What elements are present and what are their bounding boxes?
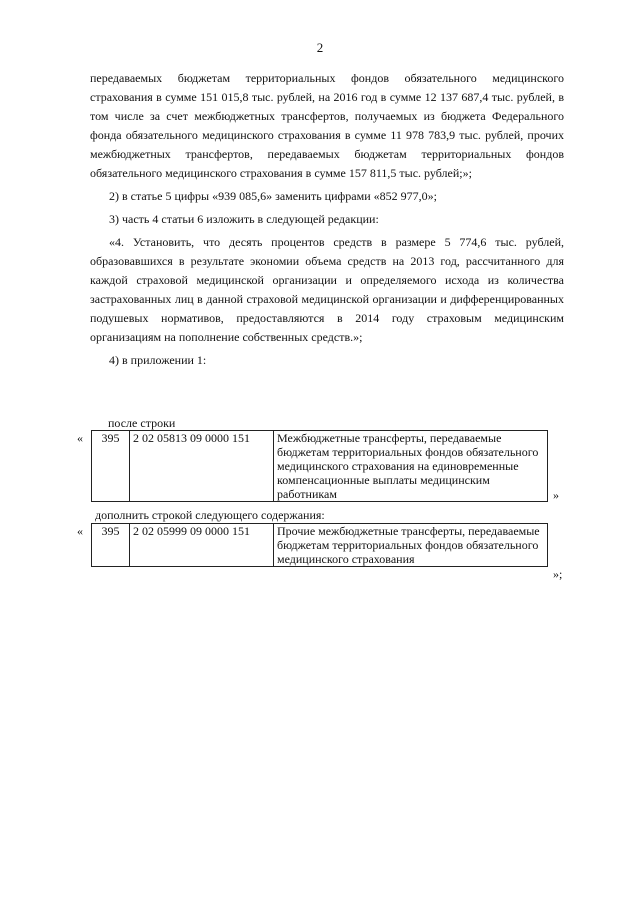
- budget-code-cell: 2 02 05813 09 0000 151: [130, 431, 274, 502]
- paragraph-item-2: 2) в статье 5 цифры «939 085,6» заменить цифрами «852 977,0»;: [109, 189, 437, 203]
- admin-code-cell: 395: [92, 431, 130, 502]
- paragraph-continuation: передаваемых бюджетам территориальных фондов обязательного медицинского страхования в сумме 151 015,8 тыс. рублей, на 2016 год в сумме 12 137 687,4 тыс. рублей, в том числе за счет межбюджетных трансфертов, получаемых из бюджета Федерального фонда обязательного медицинского страхования в сумме 11 978 783,9 тыс. рублей, прочих межбюджетных трансфертов, передаваемых бюджетам территориальных фондов обязательного медицинского страхования в сумме 157 811,5 тыс. рублей;»;: [90, 71, 564, 180]
- income-name-cell: Прочие межбюджетные трансферты, передаваемые бюджетам территориальных фондов обязательного медицинского страхования: [274, 524, 548, 567]
- open-quote-first: «: [77, 431, 83, 445]
- table-row: [92, 524, 548, 567]
- after-row-label: после строки: [108, 416, 176, 430]
- income-name-cell: Межбюджетные трансферты, передаваемые бюджетам территориальных фондов обязательного медицинского страхования на единовременные компенсационные выплаты медицинским работникам: [274, 431, 548, 502]
- add-row-label: дополнить строкой следующего содержания:: [95, 508, 325, 522]
- budget-code-cell: 2 02 05999 09 0000 151: [130, 524, 274, 567]
- appendix-row-table-first: [91, 430, 548, 502]
- paragraph-quoted-part-4: «4. Установить, что десять процентов средств в размере 5 774,6 тыс. рублей, образовавшихся в результате экономии объема средств на 2013 год, рассчитанного для каждой страховой медицинской организации и определяемого исхода из количества застрахованных лиц в данной страховой медицинской организации и дифференцированных подушевых нормативов, предоставляются в 2014 году страховым медицинским организациям на пополнение собственных средств.»;: [90, 235, 564, 344]
- admin-code-cell: 395: [92, 524, 130, 567]
- table-row: [92, 431, 548, 502]
- document-body: [90, 69, 564, 370]
- page-number: 2: [316, 40, 324, 55]
- open-quote-second: «: [77, 524, 83, 538]
- paragraph-item-4: 4) в приложении 1:: [109, 353, 207, 367]
- close-quote-second: »;: [553, 567, 563, 581]
- close-quote-first: »: [553, 488, 559, 502]
- paragraph-item-3: 3) часть 4 статьи 6 изложить в следующей редакции:: [109, 212, 379, 226]
- appendix-row-table-second: [91, 523, 548, 567]
